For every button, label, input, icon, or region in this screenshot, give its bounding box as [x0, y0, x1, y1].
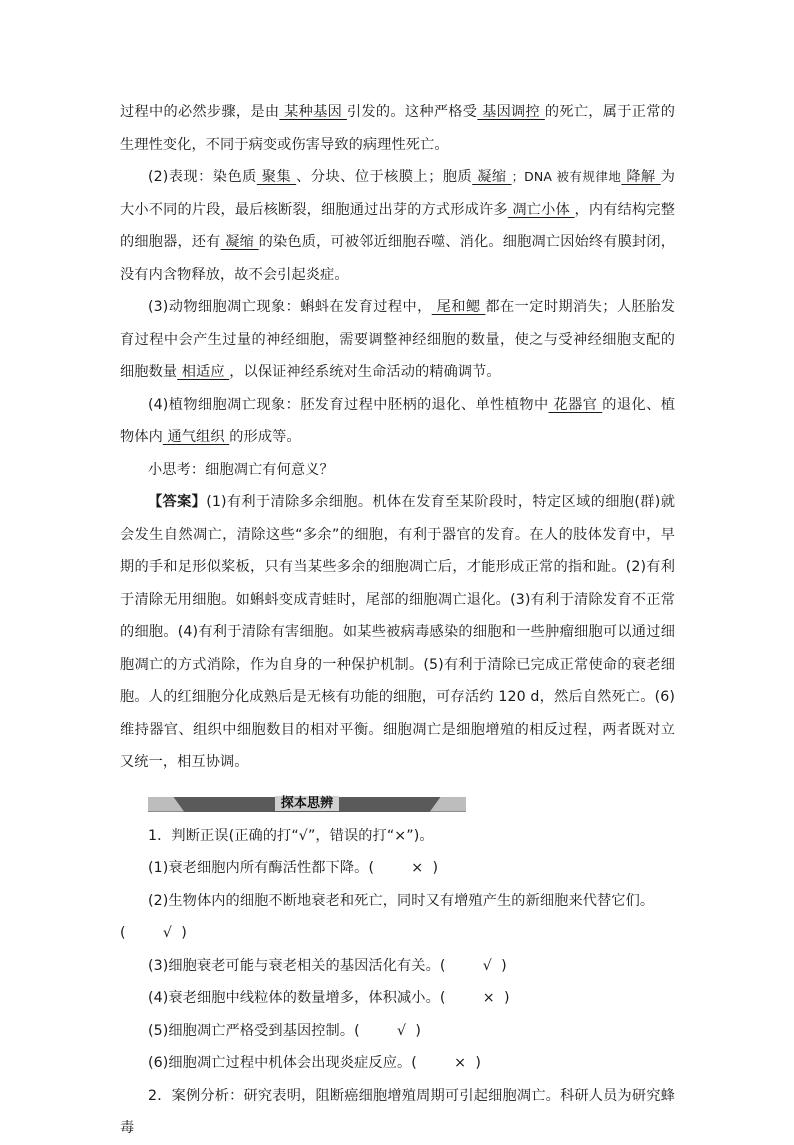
paragraph-manifestation: (2)表现：染色质 聚集 、分块、位于核膜上；胞质 凝缩 ；DNA 被有规律地 降解 为大小不同的片段，最后核断裂，细胞通过出芽的方式形成许多 凋亡小体 ，内有结构完整的细胞器，还有 凝缩 的染色质，可被邻近细胞吞噬、消化。细胞凋亡因始终有膜封闭，没有内含物释放，故不会引起炎症。 — [120, 169, 676, 283]
judge-mark: × — [454, 1055, 467, 1071]
fill-blank: 聚集 — [256, 169, 297, 185]
paragraph-regulation: 过程中的必然步骤，是由 某种基因 引发的。这种严格受 基因调控 的死亡，属于正常的生理性变化，不同于病变或伤害导致的病理性死亡。 — [120, 104, 676, 153]
judge-mark: √ — [162, 925, 172, 941]
paragraph-plant-apoptosis: (4)植物细胞凋亡现象：胚发育过程中胚柄的退化、单性植物中 花器官 的退化、植物体内 通气组织 的形成等。 — [120, 396, 675, 445]
fill-blank: 凋亡小体 — [507, 201, 575, 218]
judge-mark: √ — [482, 957, 492, 974]
judge-item: (5)细胞凋亡严格受到基因控制。( √ ) — [120, 1015, 675, 1048]
judge-item: (2)生物体内的细胞不断地衰老和死亡，同时又有增殖产生的新细胞来代替它们。 ( √ ) — [120, 885, 675, 950]
section-title: 探本思辨 — [275, 796, 339, 811]
answer-label: 【答案】 — [148, 494, 207, 510]
judge-item: (6)细胞凋亡过程中机体会出现炎症反应。( × ) — [120, 1047, 675, 1080]
think-question: 小思考：细胞凋亡有何意义？ — [148, 461, 334, 478]
judge-mark: × — [411, 860, 424, 876]
fill-blank: 某种基因 — [279, 104, 347, 120]
section-banner — [148, 797, 466, 812]
fill-blank: 花器官 — [548, 396, 603, 413]
fill-blank: 相适应 — [177, 364, 230, 380]
fill-blank: 基因调控 — [477, 104, 545, 120]
answer-paragraph: 【答案】(1)有利于清除多余细胞。机体在发育至某阶段时，特定区域的细胞(群)就会发生自然凋亡，清除这些“多余”的细胞，有利于器官的发育。在人的肢体发育中，早期的手和足形似桨板，只有当某些多余的细胞凋亡后，才能形成正常的指和趾。(2)有利于清除无用细胞。如蝌蚪变成青蛙时，尾部的细胞凋亡退化。(3)有利于清除发育不正常的细胞。(4)有利于清除有害细胞。如某些被病毒感染的细胞和一些肿瘤细胞可以通过细胞凋亡的方式消除，作为自身的一种保护机制。(5)有利于清除已完成正常使命的衰老细胞。人的红细胞分化成熟后是无核有功能的细胞，可存活约 120 d，然后自然死亡。(6)维持器官、组织中细胞数目的相对平衡。细胞凋亡是细胞增殖的相反过程，两者既对立又统一，相互协调。 — [120, 494, 675, 770]
document-page — [120, 96, 675, 1145]
fill-blank: 尾和鳃 — [431, 299, 486, 315]
judge-mark: √ — [397, 1022, 407, 1039]
fill-blank: 凝缩 — [220, 234, 259, 250]
fill-blank: 降解 — [621, 169, 661, 185]
judge-mark: × — [482, 990, 495, 1006]
fill-blank: 通气组织 — [162, 429, 230, 445]
judge-item: (1)衰老细胞内所有酶活性都下降。( × ) — [120, 852, 675, 885]
question-2-stem: 2．案例分析：研究表明，阻断癌细胞增殖周期可引起细胞凋亡。科研人员为研究蜂毒 — [120, 1087, 675, 1136]
fill-blank: 凝缩 — [472, 169, 512, 185]
judge-item: (3)细胞衰老可能与衰老相关的基因活化有关。( √ ) — [120, 950, 675, 983]
question-1-stem: 1．判断正误(正确的打“√”，错误的打“×”)。 — [148, 827, 434, 844]
judge-item: (4)衰老细胞中线粒体的数量增多，体积减小。( × ) — [120, 982, 675, 1015]
paragraph-animal-apoptosis: (3)动物细胞凋亡现象：蝌蚪在发育过程中， 尾和鳃 都在一定时期消失；人胚胎发育过程中会产生过量的神经细胞，需要调整神经细胞的数量，使之与受神经细胞支配的细胞数量 相适应 ，以保证神经系统对生命活动的精确调节。 — [120, 299, 675, 380]
